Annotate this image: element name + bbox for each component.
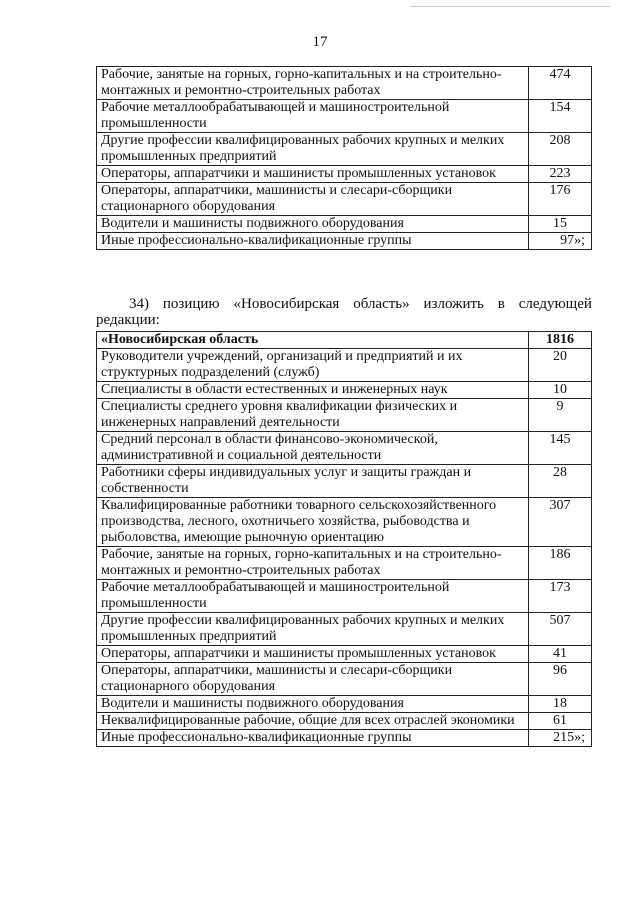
row-label: Специалисты среднего уровня квалификации физических и инженерных направлений деятельности <box>97 399 529 432</box>
paragraph-line: редакции: <box>96 312 160 328</box>
table-row <box>97 133 592 166</box>
row-value: 145 <box>529 432 592 465</box>
row-label: Средний персонал в области финансово-экономической, административной и социальной деятельности <box>97 432 529 465</box>
row-label: Работники сферы индивидуальных услуг и защиты граждан и собственности <box>97 465 529 498</box>
row-label: Неквалифицированные рабочие, общие для всех отраслей экономики <box>97 713 529 730</box>
row-value: 61 <box>529 713 592 730</box>
scan-edge-line <box>410 6 610 7</box>
row-label: Операторы, аппаратчики, машинисты и слесари-сборщики стационарного оборудования <box>97 183 529 216</box>
row-value: 28 <box>529 465 592 498</box>
region-name: «Новосибирская область <box>97 332 529 349</box>
row-value: 307 <box>529 498 592 547</box>
row-value: 223 <box>529 166 592 183</box>
table-row <box>97 382 592 399</box>
row-label: Операторы, аппаратчики и машинисты промышленных установок <box>97 646 529 663</box>
paragraph-word: «Новосибирская <box>233 296 340 312</box>
table-row <box>97 696 592 713</box>
row-value: 96 <box>529 663 592 696</box>
row-label: Водители и машинисты подвижного оборудования <box>97 696 529 713</box>
row-label: Рабочие, занятые на горных, горно-капитальных и на строительно-монтажных и ремонтно-строительных работах <box>97 67 529 100</box>
paragraph-word: изложить <box>423 296 484 312</box>
table-row <box>97 349 592 382</box>
paragraph-word: следующей <box>518 296 592 312</box>
row-label: Другие профессии квалифицированных рабочих крупных и мелких промышленных предприятий <box>97 133 529 166</box>
row-label: Другие профессии квалифицированных рабочих крупных и мелких промышленных предприятий <box>97 613 529 646</box>
row-label: Рабочие металлообрабатывающей и машиностроительной промышленности <box>97 100 529 133</box>
table-row <box>97 166 592 183</box>
row-label: Иные профессионально-квалификационные группы <box>97 233 529 250</box>
table-row <box>97 67 592 100</box>
row-value: 215»; <box>529 730 592 747</box>
row-value: 18 <box>529 696 592 713</box>
row-value: 186 <box>529 547 592 580</box>
table-novosibirsk <box>96 331 592 747</box>
paragraph-word: в <box>497 296 505 312</box>
table-row <box>97 100 592 133</box>
table-row <box>97 183 592 216</box>
row-value: 176 <box>529 183 592 216</box>
row-label: Квалифицированные работники товарного сельскохозяйственного производства, лесного, охотничьего хозяйства, рыбоводства и рыболовства, имеющие рыночную ориентацию <box>97 498 529 547</box>
row-value: 10 <box>529 382 592 399</box>
row-value: 9 <box>529 399 592 432</box>
row-value: 507 <box>529 613 592 646</box>
row-value: 474 <box>529 67 592 100</box>
paragraph-line <box>96 296 592 312</box>
row-label: Специалисты в области естественных и инженерных наук <box>97 382 529 399</box>
page-number: 17 <box>312 34 328 50</box>
row-value: 154 <box>529 100 592 133</box>
table-row <box>97 432 592 465</box>
row-value: 41 <box>529 646 592 663</box>
amendment-paragraph <box>96 296 592 328</box>
table-header-row <box>97 332 592 349</box>
row-value: 20 <box>529 349 592 382</box>
row-value: 97»; <box>529 233 592 250</box>
table-row <box>97 465 592 498</box>
table-row <box>97 399 592 432</box>
paragraph-word: область» <box>353 296 410 312</box>
table-row <box>97 663 592 696</box>
paragraph-word: позицию <box>162 296 220 312</box>
row-label: Руководители учреждений, организаций и предприятий и их структурных подразделений (служб) <box>97 349 529 382</box>
table-row <box>97 713 592 730</box>
table-row <box>97 580 592 613</box>
region-total: 1816 <box>529 332 592 349</box>
table-row <box>97 216 592 233</box>
row-value: 208 <box>529 133 592 166</box>
row-label: Операторы, аппаратчики, машинисты и слесари-сборщики стационарного оборудования <box>97 663 529 696</box>
table-row <box>97 613 592 646</box>
row-value: 15 <box>529 216 592 233</box>
paragraph-word: 34) <box>129 296 149 312</box>
row-label: Водители и машинисты подвижного оборудования <box>97 216 529 233</box>
table-row <box>97 498 592 547</box>
table-row <box>97 646 592 663</box>
table-previous-region <box>96 66 592 250</box>
table-row <box>97 233 592 250</box>
row-label: Операторы, аппаратчики и машинисты промышленных установок <box>97 166 529 183</box>
table-row <box>97 730 592 747</box>
row-label: Рабочие металлообрабатывающей и машиностроительной промышленности <box>97 580 529 613</box>
row-label: Рабочие, занятые на горных, горно-капитальных и на строительно-монтажных и ремонтно-строительных работах <box>97 547 529 580</box>
row-value: 173 <box>529 580 592 613</box>
table-row <box>97 547 592 580</box>
row-label: Иные профессионально-квалификационные группы <box>97 730 529 747</box>
